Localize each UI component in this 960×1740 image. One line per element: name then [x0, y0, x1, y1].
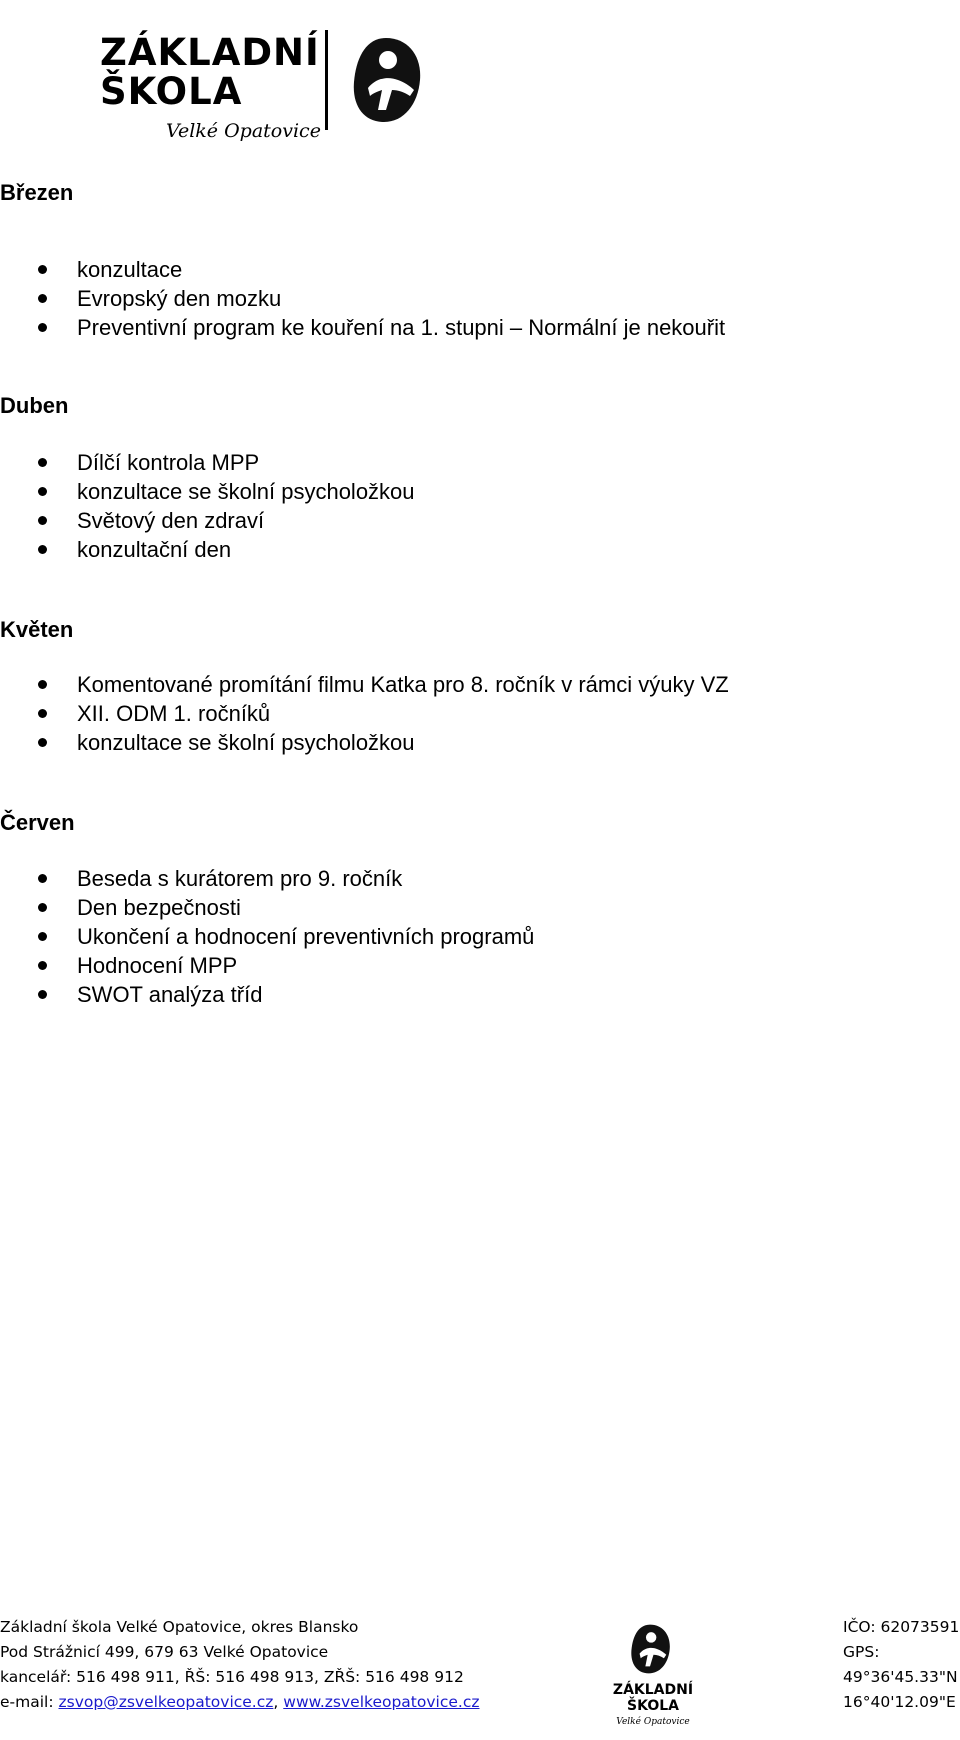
list-item: konzultace [0, 255, 725, 284]
list-kveten [0, 670, 729, 757]
list-item: XII. ODM 1. ročníků [0, 699, 729, 728]
header-logo [70, 0, 440, 168]
footer-email-link[interactable]: zsvop@zsvelkeopatovice.cz [58, 1693, 274, 1711]
bullet-icon [38, 458, 47, 467]
list-item: Komentované promítání filmu Katka pro 8. ročník v rámci výuky VZ [0, 670, 729, 699]
logo-subtitle: Velké Opatovice [166, 120, 321, 142]
footer-logo-text [608, 1682, 698, 1730]
bullet-icon [38, 487, 47, 496]
list-duben [0, 448, 415, 564]
bullet-icon [38, 709, 47, 718]
bullet-icon [38, 903, 47, 912]
logo-text [100, 31, 370, 142]
footer-address: Pod Strážnicí 499, 679 63 Velké Opatovice [0, 1643, 329, 1661]
bullet-icon [38, 323, 47, 332]
bullet-icon [38, 516, 47, 525]
bullet-icon [38, 738, 47, 747]
footer-logo-line2: ŠKOLA [627, 1698, 679, 1714]
list-item: SWOT analýza tříd [0, 980, 534, 1009]
bullet-icon [38, 545, 47, 554]
footer-school-name: Základní škola Velké Opatovice, okres Blansko [0, 1618, 359, 1636]
footer-gps-lon: 16°40'12.09"E [843, 1693, 956, 1711]
list-item: Ukončení a hodnocení preventivních programů [0, 922, 534, 951]
list-item: konzultace se školní psycholožkou [0, 728, 729, 757]
list-item: Den bezpečnosti [0, 893, 534, 922]
footer-separator: , [273, 1693, 284, 1711]
logo-title-line1: ZÁKLADNÍ [100, 31, 320, 74]
bullet-icon [38, 874, 47, 883]
bullet-icon [38, 294, 47, 303]
section-heading-duben: Duben [0, 393, 69, 418]
footer-ico: IČO: 62073591 [843, 1618, 960, 1636]
list-item: Beseda s kurátorem pro 9. ročník [0, 864, 534, 893]
list-item: Hodnocení MPP [0, 951, 534, 980]
school-emblem-icon [626, 1620, 674, 1678]
bullet-icon [38, 680, 47, 689]
page-footer [0, 1610, 960, 1740]
list-cerven [0, 864, 534, 1009]
footer-phones: kancelář: 516 498 911, ŘŠ: 516 498 913, ZŘŠ: 516 498 912 [0, 1668, 464, 1686]
bullet-icon [38, 265, 47, 274]
footer-logo [590, 1620, 710, 1740]
list-item: Světový den zdraví [0, 506, 415, 535]
footer-gps-label: GPS: [843, 1643, 880, 1661]
footer-contact [0, 1693, 480, 1711]
footer-logo-line1: ZÁKLADNÍ [612, 1682, 694, 1698]
school-emblem-icon [346, 30, 426, 130]
footer-email-label: e-mail: [0, 1693, 59, 1711]
section-heading-kveten: Květen [0, 617, 74, 642]
footer-logo-line3: Velké Opatovice [616, 1717, 690, 1727]
bullet-icon [38, 990, 47, 999]
list-item: Dílčí kontrola MPP [0, 448, 415, 477]
list-item: Preventivní program ke kouření na 1. stupni – Normální je nekouřit [0, 313, 725, 342]
bullet-icon [38, 961, 47, 970]
footer-website-link[interactable]: www.zsvelkeopatovice.cz [283, 1693, 480, 1711]
logo-divider [325, 30, 328, 130]
section-heading-cerven: Červen [0, 810, 75, 835]
list-item: Evropský den mozku [0, 284, 725, 313]
list-brezen [0, 255, 725, 342]
bullet-icon [38, 932, 47, 941]
section-heading-brezen: Březen [0, 180, 74, 205]
list-item: konzultační den [0, 535, 415, 564]
footer-gps-lat: 49°36'45.33"N [843, 1668, 958, 1686]
list-item: konzultace se školní psycholožkou [0, 477, 415, 506]
logo-title-line2: ŠKOLA [100, 70, 243, 113]
